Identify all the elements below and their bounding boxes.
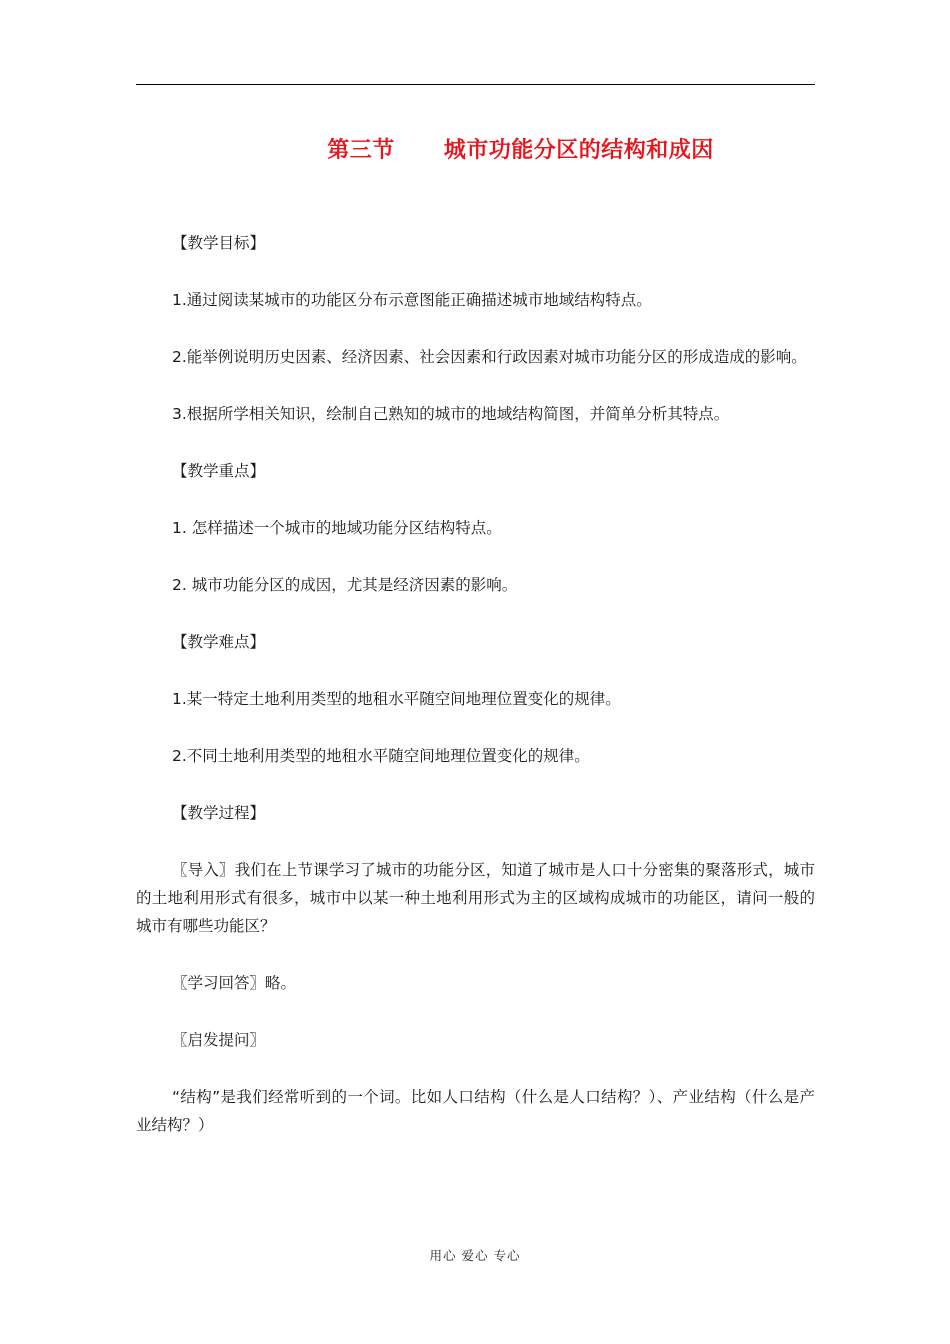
process-structure-text: “结构”是我们经常听到的一个词。比如人口结构（什么是人口结构？）、产业结构（什么是产业结构？） [136, 1088, 815, 1134]
section-heading-process: 【教学过程】 [172, 804, 266, 822]
process-intro: 〖导入〗我们在上节课学习了城市的功能分区，知道了城市是人口十分密集的聚落形式，城市的土地利用形式有很多，城市中以某一种土地利用形式为主的区域构成城市的功能区，请问一般的城市有哪些功能区？ [136, 861, 815, 935]
process-answer: 〖学习回答〗略。 [172, 974, 297, 992]
objective-1: 1.通过阅读某城市的功能区分布示意图能正确描述城市地域结构特点。 [172, 291, 652, 309]
section-heading-key-points: 【教学重点】 [172, 462, 266, 480]
difficulty-1: 1.某一特定土地利用类型的地租水平随空间地理位置变化的规律。 [172, 690, 621, 708]
process-question-heading: 〖启发提问〗 [172, 1031, 266, 1049]
objective-3: 3.根据所学相关知识，绘制自己熟知的城市的地域结构简图，并简单分析其特点。 [172, 405, 730, 423]
objective-2: 2.能举例说明历史因素、经济因素、社会因素和行政因素对城市功能分区的形成造成的影响。 [172, 348, 807, 366]
document-body [136, 229, 815, 1168]
page-footer: 用心 爱心 专心 [429, 1248, 521, 1263]
section-heading-difficulties: 【教学难点】 [172, 633, 266, 651]
key-point-1: 1. 怎样描述一个城市的地域功能分区结构特点。 [172, 519, 502, 537]
key-point-2: 2. 城市功能分区的成因，尤其是经济因素的影响。 [172, 576, 518, 594]
document-title: 第三节 城市功能分区的结构和成因 [327, 138, 714, 163]
section-heading-objectives: 【教学目标】 [172, 234, 266, 252]
header-rule [136, 84, 815, 85]
difficulty-2: 2.不同土地利用类型的地租水平随空间地理位置变化的规律。 [172, 747, 590, 765]
